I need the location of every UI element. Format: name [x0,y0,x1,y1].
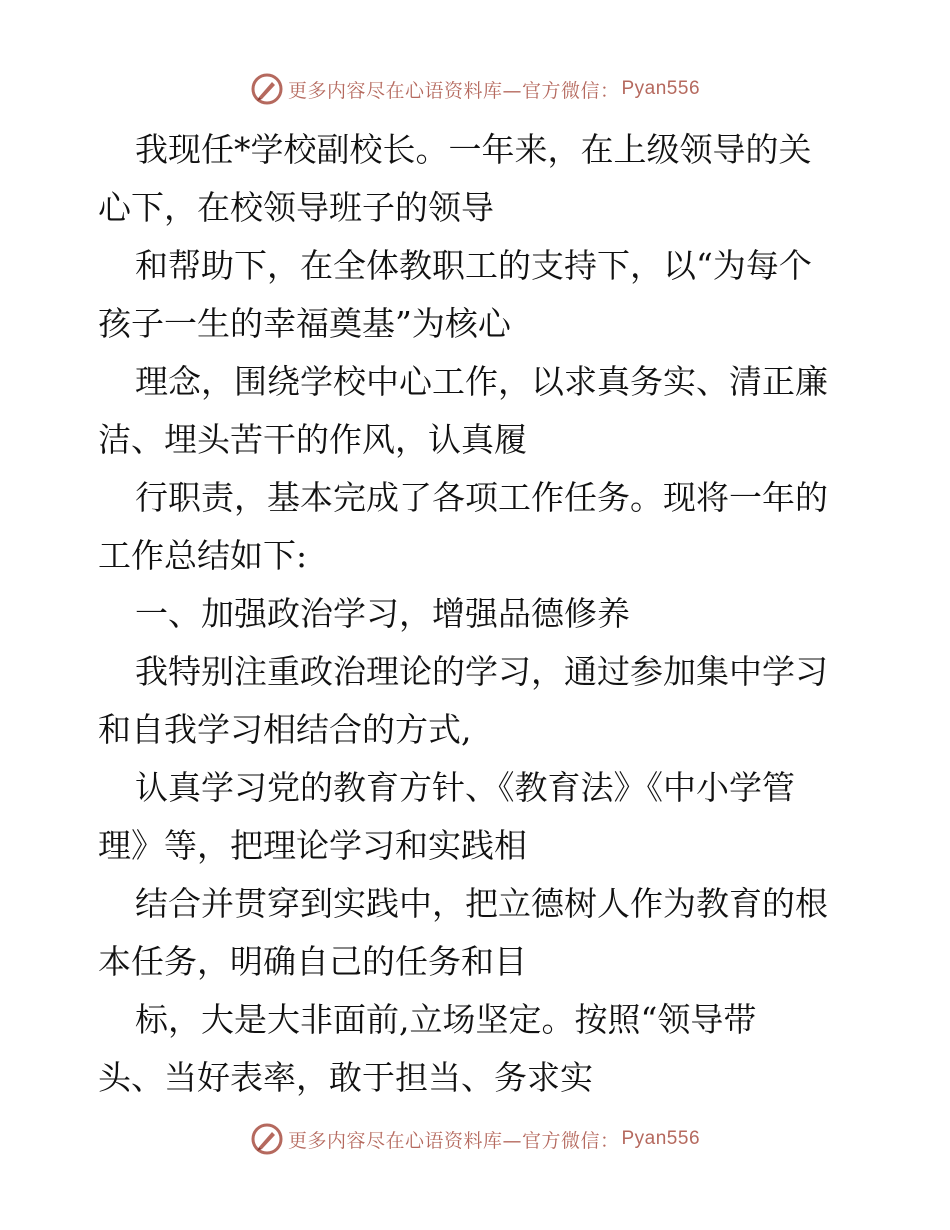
text-line: 结合并贯穿到实践中，把立德树人作为教育的根 [135,884,828,923]
text-line: 我现任*学校副校长。一年来，在上级领导的关 [135,130,812,169]
text-line: 理》等，把理论学习和实践相 [98,826,527,865]
text-line: 行职责，基本完成了各项工作任务。现将一年的 [135,478,828,517]
header-watermark [0,71,950,107]
text-line: 我特别注重政治理论的学习，通过参加集中学习 [135,652,828,691]
body-text [98,121,858,1107]
footer-watermark [0,1121,950,1157]
watermark-id: Pyan556 [621,78,701,99]
watermark-text: 更多内容尽在心语资料库—官方微信： [287,79,620,102]
text-line: 和自我学习相结合的方式, [98,710,472,749]
text-line: 本任务，明确自己的任务和目 [98,942,527,981]
pen-logo-icon [250,1122,284,1156]
text-line: 一、加强政治学习，增强品德修养 [135,594,630,633]
pen-logo-icon [250,72,284,106]
text-line: 标，大是大非面前,立场坚定。按照“领导带 [135,1000,757,1039]
watermark-id: Pyan556 [621,1128,701,1149]
text-line: 心下，在校领导班子的领导 [98,188,494,227]
text-line: 头、当好表率，敢于担当、务求实 [98,1058,593,1097]
text-line: 洁、埋头苦干的作风，认真履 [98,420,527,459]
watermark-text: 更多内容尽在心语资料库—官方微信： [287,1129,620,1152]
text-line: 理念，围绕学校中心工作，以求真务实、清正廉 [135,362,828,401]
text-line: 认真学习党的教育方针、《教育法》《中小学管 [135,768,795,807]
text-line: 和帮助下，在全体教职工的支持下，以“为每个 [135,246,812,285]
text-line: 工作总结如下: [98,536,308,575]
text-line: 孩子一生的幸福奠基”为核心 [98,304,511,343]
